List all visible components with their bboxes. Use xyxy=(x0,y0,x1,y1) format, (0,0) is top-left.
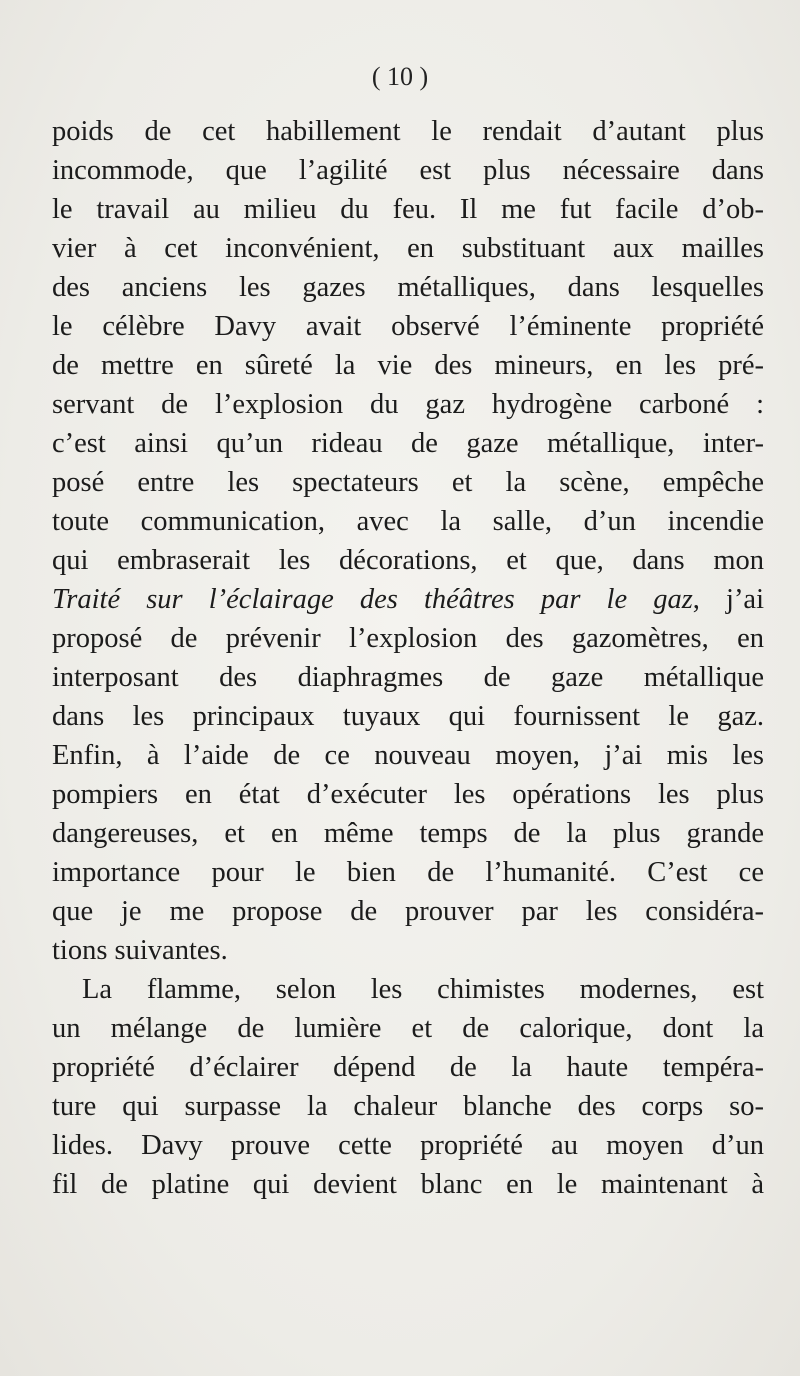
text-line: dans les principaux tuyaux qui fournissent le gaz. xyxy=(52,701,764,732)
text-line: pompiers en état d’exécuter les opérations les plus xyxy=(52,779,764,810)
text-line: un mélange de lumière et de calorique, dont la xyxy=(52,1013,764,1044)
text-line: lides. Davy prouve cette propriété au moyen d’un xyxy=(52,1130,764,1161)
text-line: proposé de prévenir l’explosion des gazomètres, en xyxy=(52,623,764,654)
text-line: incommode, que l’agilité est plus nécessaire dans xyxy=(52,155,764,186)
text-line: posé entre les spectateurs et la scène, empêche xyxy=(52,467,764,498)
text-line: La flamme, selon les chimistes modernes, est xyxy=(82,974,764,1005)
text-line: interposant des diaphragmes de gaze métallique xyxy=(52,662,764,693)
text-line: fil de platine qui devient blanc en le maintenant à xyxy=(52,1169,764,1200)
text-line: servant de l’explosion du gaz hydrogène carboné : xyxy=(52,389,764,420)
text-line: le travail au milieu du feu. Il me fut facile d’ob- xyxy=(52,194,764,225)
text-line: des anciens les gazes métalliques, dans lesquelles xyxy=(52,272,764,303)
text-line: toute communication, avec la salle, d’un incendie xyxy=(52,506,764,537)
text-line: qui embraserait les décorations, et que, dans mon xyxy=(52,545,764,576)
text-line: de mettre en sûreté la vie des mineurs, en les pré- xyxy=(52,350,764,381)
text-line: ture qui surpasse la chaleur blanche des corps so- xyxy=(52,1091,764,1122)
text-fragment: , j’ai xyxy=(692,584,764,615)
text-line: que je me propose de prouver par les considéra- xyxy=(52,896,764,927)
body-text xyxy=(52,112,764,1204)
text-line: Enfin, à l’aide de ce nouveau moyen, j’ai mis les xyxy=(52,740,764,771)
text-line: le célèbre Davy avait observé l’éminente propriété xyxy=(52,311,764,342)
text-line: vier à cet inconvénient, en substituant aux mailles xyxy=(52,233,764,264)
page-number: ( 10 ) xyxy=(371,62,429,91)
text-line: tions suivantes. xyxy=(52,935,228,966)
text-line: poids de cet habillement le rendait d’autant plus xyxy=(52,116,764,147)
text-line: propriété d’éclairer dépend de la haute tempéra- xyxy=(52,1052,764,1083)
text-line: importance pour le bien de l’humanité. C’est ce xyxy=(52,857,764,888)
text-line-with-title xyxy=(52,580,764,619)
text-line: c’est ainsi qu’un rideau de gaze métallique, inter- xyxy=(52,428,764,459)
book-title: Traité sur l’éclairage des théâtres par le gaz xyxy=(52,584,693,615)
text-line: dangereuses, et en même temps de la plus grande xyxy=(52,818,764,849)
